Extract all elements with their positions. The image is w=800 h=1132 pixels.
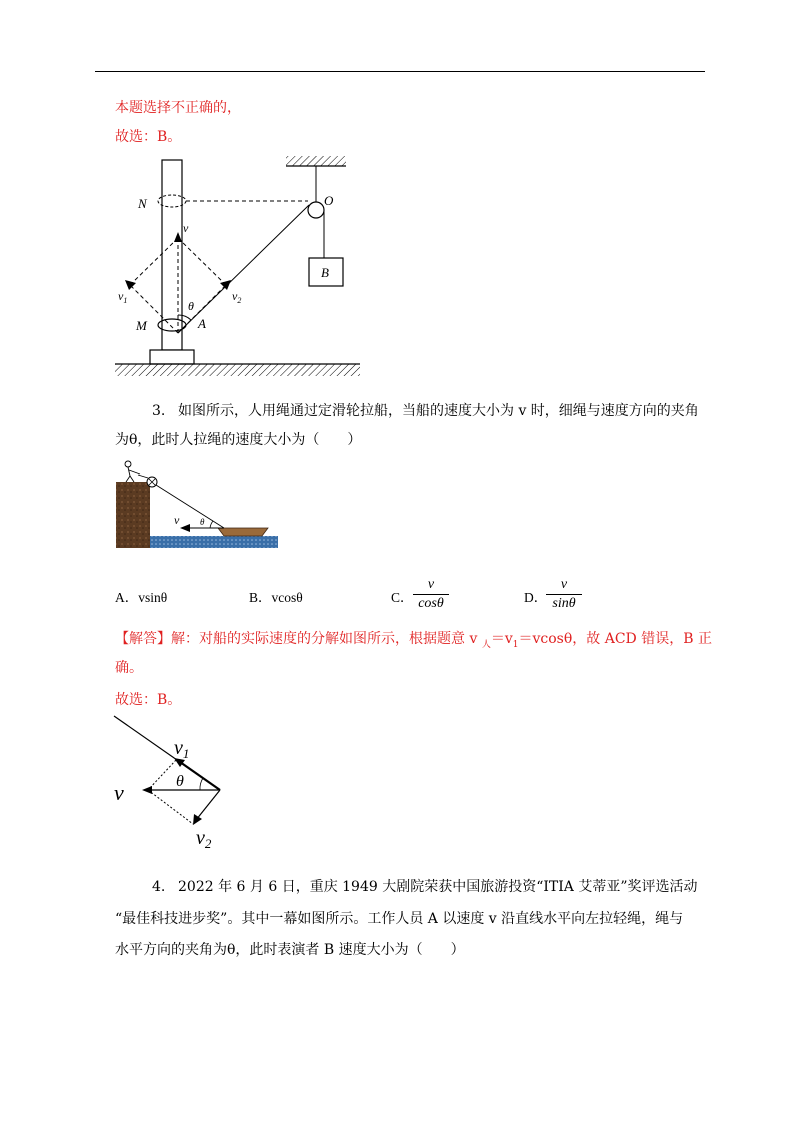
boat bbox=[218, 528, 268, 536]
label-m: M bbox=[136, 318, 147, 333]
question-3-number: 3. bbox=[152, 403, 166, 419]
question-4-number: 4. bbox=[152, 879, 166, 895]
rope bbox=[156, 485, 224, 528]
answer-line-1: 本题选择不正确的， bbox=[115, 100, 241, 116]
question-3-line-2: 为θ，此时人拉绳的速度大小为（ ） bbox=[115, 432, 362, 448]
question-4-line-3: 水平方向的夹角为θ，此时表演者 B 速度大小为（ ） bbox=[115, 942, 465, 958]
water bbox=[150, 536, 278, 548]
option-c-denominator: cosθ bbox=[418, 596, 444, 611]
answer-line-2: 故选：B。 bbox=[115, 129, 182, 145]
option-c-numerator: v bbox=[427, 577, 435, 592]
velocity-arrow-head bbox=[180, 524, 190, 532]
answer-3-line-2: 确。 bbox=[115, 660, 143, 676]
figure-boat bbox=[114, 458, 280, 550]
answer-3-line-3: 故选：B。 bbox=[115, 692, 182, 708]
cliff bbox=[116, 482, 150, 548]
ceiling-hatch bbox=[286, 156, 346, 166]
angle-arc bbox=[210, 521, 213, 528]
person-head bbox=[125, 461, 131, 467]
vector-v2 bbox=[196, 790, 220, 820]
label-o: O bbox=[324, 193, 334, 208]
option-c-fraction bbox=[413, 577, 449, 612]
label-v1: $v_1$ bbox=[118, 289, 128, 305]
option-d-denominator: sinθ bbox=[552, 596, 576, 611]
option-a[interactable]: A．vsinθ bbox=[115, 590, 168, 605]
dotted-v-v2 bbox=[148, 790, 193, 824]
figure-vector-decomposition bbox=[108, 712, 238, 858]
pulley-circle bbox=[308, 202, 324, 218]
label-theta: θ bbox=[188, 299, 194, 313]
option-d-letter[interactable]: D． bbox=[524, 590, 548, 605]
ground-hatch bbox=[115, 364, 360, 376]
person-body bbox=[128, 467, 130, 476]
option-d-fraction bbox=[546, 577, 582, 612]
label-a: A bbox=[198, 316, 206, 331]
dotted-v1-v bbox=[148, 760, 176, 790]
question-4-line-1: 2022 年 6 月 6 日，重庆 1949 大剧院荣获中国旅游投资“ITIA 艾蒂亚”奖评选活动 bbox=[178, 879, 698, 895]
answer-tag: 【解答】 bbox=[115, 631, 171, 647]
label-v: v bbox=[183, 221, 189, 235]
label-b: B bbox=[321, 265, 329, 280]
label-v: v bbox=[114, 780, 124, 805]
pole bbox=[162, 160, 182, 350]
answer-3-line-1: 【解答】解：对船的实际速度的分解如图所示，根据题意 v $_人=v_1=vcos\theta$，故 ACD 错误，B 正 bbox=[115, 631, 712, 650]
header-rule bbox=[95, 71, 705, 72]
label-v2: $v_2$ bbox=[232, 289, 242, 305]
label-n: N bbox=[138, 196, 147, 211]
figure-pole-pulley bbox=[110, 150, 370, 382]
person-arm bbox=[129, 470, 140, 474]
option-d-numerator: v bbox=[560, 577, 568, 592]
label-v: v bbox=[174, 513, 180, 527]
pole-base bbox=[150, 350, 194, 364]
rope-a-o bbox=[178, 205, 309, 333]
dashed-v2-v bbox=[178, 238, 226, 285]
option-b[interactable]: B．vcosθ bbox=[249, 590, 303, 605]
question-4-line-2: “最佳科技进步奖”。其中一幕如图所示。工作人员 A 以速度 v 沿直线水平向左拉轻绳，绳与 bbox=[115, 911, 684, 927]
label-v1: $v_1$ bbox=[174, 737, 190, 761]
label-v2: $v_2$ bbox=[196, 827, 212, 851]
angle-arc bbox=[200, 778, 203, 790]
label-theta: θ bbox=[176, 773, 184, 790]
option-c-letter[interactable]: C． bbox=[391, 590, 414, 605]
vector-v2-head bbox=[193, 814, 202, 825]
question-3-line-1: 如图所示，人用绳通过定滑轮拉船，当船的速度大小为 v 时，细绳与速度方向的夹角 bbox=[178, 403, 699, 419]
label-theta: θ bbox=[200, 517, 205, 527]
